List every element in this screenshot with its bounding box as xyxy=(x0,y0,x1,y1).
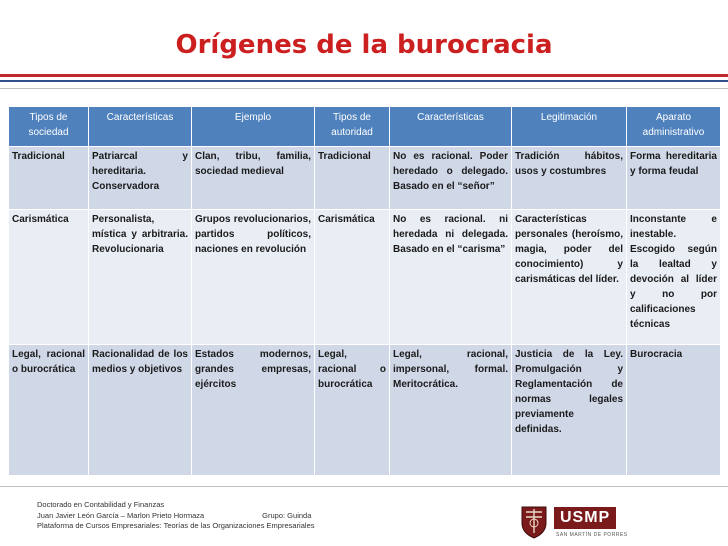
footer-authors: Juan Javier León García – Marlon Prieto Hormaza xyxy=(37,510,205,520)
table-cell: Carismática xyxy=(9,210,89,345)
table-cell: Legal, racional o burocrática xyxy=(9,345,89,476)
page-title: Orígenes de la burocracia xyxy=(175,30,553,60)
table-cell: Burocracia xyxy=(627,345,721,476)
header-cell: Características xyxy=(89,107,192,147)
header-cell: Tipos de autoridad xyxy=(315,107,390,147)
table-cell: Características personales (heroísmo, magia, poder del conocimiento) y carismáticas del líder. xyxy=(512,210,627,345)
table-cell: Grupos revolucionarios, partidos políticos, naciones en revolución xyxy=(192,210,315,345)
table-cell: Clan, tribu, familia, sociedad medieval xyxy=(192,147,315,210)
table-cell: Carismática xyxy=(315,210,390,345)
table-cell: No es racional. Poder heredado o delegado. Basado en el “señor” xyxy=(390,147,512,210)
top-red-line xyxy=(0,74,728,77)
bureaucracy-table xyxy=(8,106,721,476)
top-blue-line xyxy=(0,80,728,82)
grey-rule xyxy=(0,88,728,89)
table-cell: Tradicional xyxy=(315,147,390,210)
table-cell: Racionalidad de los medios y objetivos xyxy=(89,345,192,476)
table-header-row xyxy=(9,107,721,147)
table-cell: Personalista, mística y arbitraria. Revolucionaria xyxy=(89,210,192,345)
brand-subtitle: SAN MARTÍN DE PORRES xyxy=(556,532,628,538)
grey-rule xyxy=(0,486,728,487)
table-row xyxy=(9,147,721,210)
table-cell: Patriarcal y hereditaria. Conservadora xyxy=(89,147,192,210)
header-cell: Características xyxy=(390,107,512,147)
table-cell: Justicia de la Ley. Promulgación y Reglamentación de normas legales previamente definidas. xyxy=(512,345,627,476)
table-cell: Tradicional xyxy=(9,147,89,210)
footer-program: Doctorado en Contabilidad y Finanzas xyxy=(37,500,165,509)
footer-platform: Plataforma de Cursos Empresariales: Teorías de las Organizaciones Empresariales xyxy=(37,521,315,530)
table-cell: Inconstante e inestable. Escogido según la lealtad y devoción al líder y no por calificaciones técnicas xyxy=(627,210,721,345)
table-cell: No es racional. ni heredada ni delegada. Basado en el “carisma” xyxy=(390,210,512,345)
usmp-logo xyxy=(520,505,710,541)
footer-group: Grupo: Guinda xyxy=(262,510,312,520)
header-cell: Aparato administrativo xyxy=(627,107,721,147)
table-cell: Legal, racional o burocrática xyxy=(315,345,390,476)
table-cell: Forma hereditaria y forma feudal xyxy=(627,147,721,210)
crest-icon xyxy=(520,505,548,539)
header-cell: Legitimación xyxy=(512,107,627,147)
table-cell: Estados modernos, grandes empresas, ejércitos xyxy=(192,345,315,476)
footer xyxy=(37,500,315,532)
brand-name: USMP xyxy=(554,507,616,529)
table-cell: Tradición hábitos, usos y costumbres xyxy=(512,147,627,210)
table-row xyxy=(9,345,721,476)
table-cell: Legal, racional, impersonal, formal. Meritocrática. xyxy=(390,345,512,476)
header-cell: Ejemplo xyxy=(192,107,315,147)
table-row xyxy=(9,210,721,345)
header-cell: Tipos de sociedad xyxy=(9,107,89,147)
footer-authors-line xyxy=(37,511,315,522)
